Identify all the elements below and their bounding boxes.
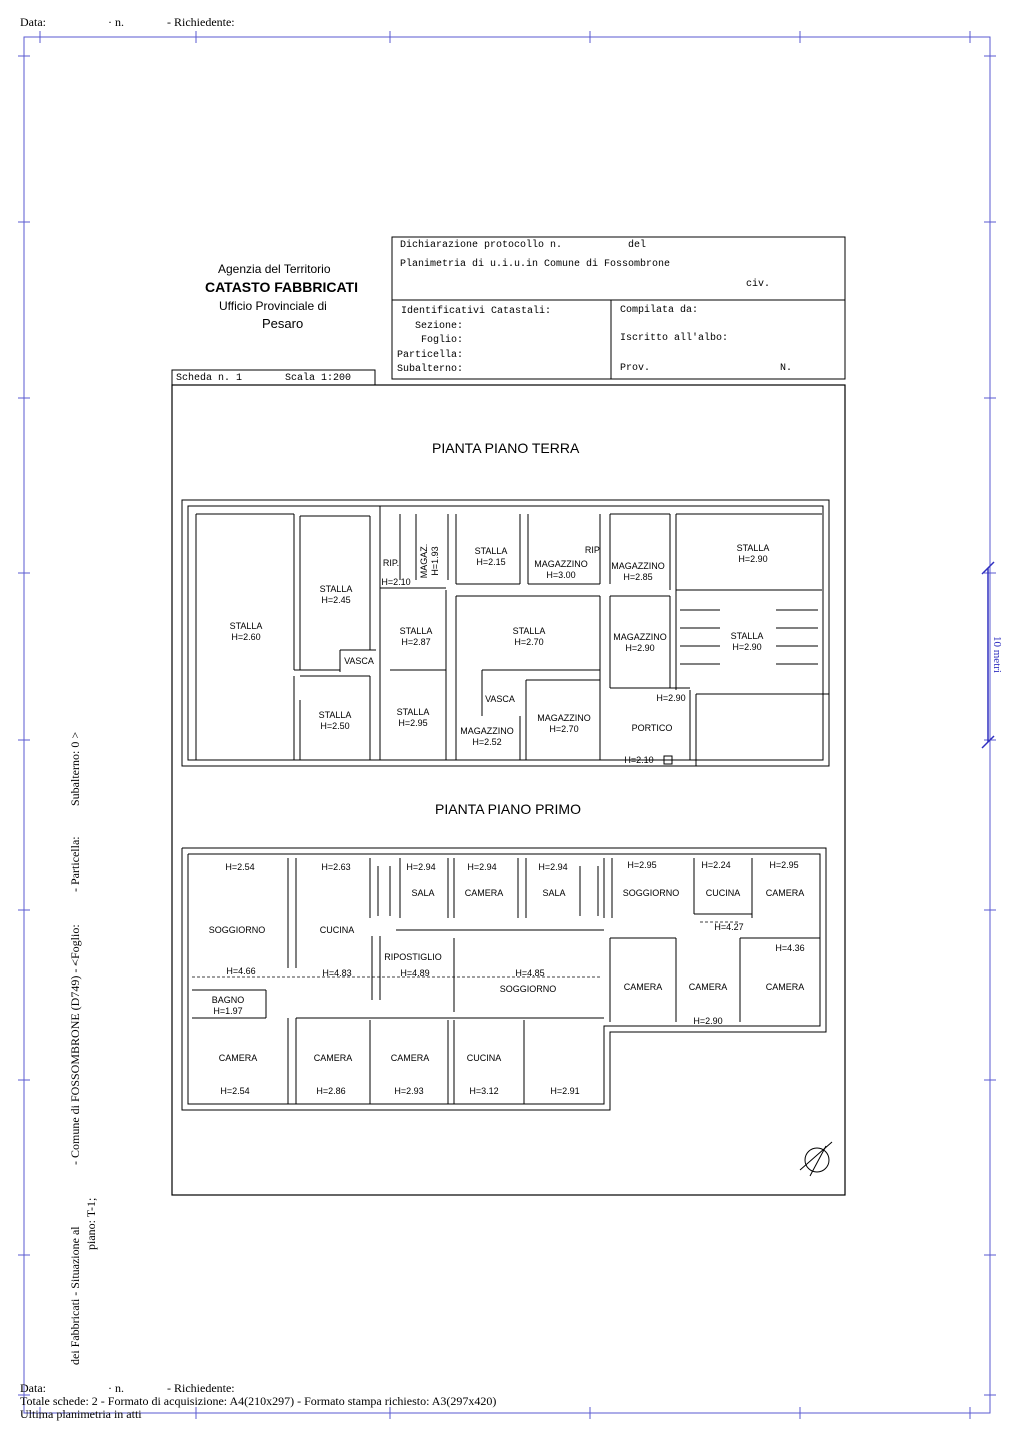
form-identificativi: Identificativi Catastali: [401,306,552,317]
room-primo-32-name: CUCINA [466,1053,502,1063]
form-compilata: Compilata da: [620,305,699,316]
north-arrow-icon [800,1142,832,1176]
room-primo-32-h: H=3.12 [469,1086,499,1096]
agency-line4: Pesaro [262,316,304,331]
plan-terra-title: PIANTA PIANO TERRA [432,440,580,456]
room-primo-10: SALA [542,888,566,898]
room-primo-h22: H=4.85 [515,968,545,978]
form-prov: Prov. [620,363,651,374]
room-terra-16: STALLA H=2.95 [396,707,430,728]
form-sezione: Sezione: [415,321,464,332]
room-terra-10: STALLA H=2.87 [399,626,433,647]
room-primo-h21: H=4.89 [400,968,430,978]
room-terra-13: MAGAZZINO H=2.90 [613,632,667,653]
room-primo-15: CUCINA [319,925,355,935]
header-n-label: · n. [108,15,124,29]
room-primo-h0: H=2.54 [225,862,255,872]
form-del: del [628,240,647,251]
room-terra-18: MAGAZZINO H=2.52 [460,726,514,747]
room-primo-11: SOGGIORNO [622,888,680,898]
agency-line3: Ufficio Provinciale di [219,299,327,313]
scala-label: Scala 1:200 [285,373,352,384]
footer-data-label: Data: [20,1381,46,1395]
side-situazione: dei Fabbricati - Situazione al [68,1226,82,1365]
room-terra-14: STALLA H=2.90 [730,631,764,652]
form-dichiarazione: Dichiarazione protocollo n. [400,240,563,251]
room-primo-14: SOGGIORNO [208,925,266,935]
agency-line2: CATASTO FABBRICATI [205,279,358,295]
room-primo-9: CAMERA [464,888,504,898]
scheda-label: Scheda n. 1 [176,373,243,384]
room-primo-30-name: CAMERA [313,1053,353,1063]
room-primo-13: CAMERA [765,888,805,898]
room-terra-19: MAGAZZINO H=2.70 [537,713,591,734]
room-primo-12: CUCINA [705,888,741,898]
room-primo-25: CAMERA [688,982,728,992]
room-terra-7: RIP. [584,545,602,555]
room-terra-9: STALLA H=2.90 [736,543,770,564]
room-primo-31-name: CAMERA [390,1053,430,1063]
room-primo-h3: H=2.94 [467,862,497,872]
room-terra-15: STALLA H=2.50 [318,710,352,731]
form-iscritto: Iscritto all'albo: [620,333,729,344]
room-terra-11: VASCA [344,656,374,666]
side-subalterno: Subalterno: 0 > [68,731,82,806]
room-primo-8: SALA [411,888,435,898]
footer-richiedente-label: - Richiedente: [167,1381,235,1395]
room-primo-h28: H=2.90 [693,1016,723,1026]
room-primo-29-h: H=2.54 [220,1086,250,1096]
side-foglio: - Foglio: [68,924,82,966]
footer-totale: Totale schede: 2 - Formato di acquisizione: A4(210x297) - Formato stampa richiesto: A3(297x420) [20,1394,497,1408]
room-terra-12: STALLA H=2.70 [512,626,546,647]
header-data-label: Data: [20,15,46,29]
plan-primo-title: PIANTA PIANO PRIMO [435,801,581,817]
room-primo-h5: H=2.95 [627,860,657,870]
room-primo-h6: H=2.24 [701,860,731,870]
room-primo-h19: H=4.66 [226,966,256,976]
room-primo-26: CAMERA [765,982,805,992]
room-terra-20: H=2.90 [656,693,686,703]
room-terra-6: MAGAZZINO H=3.00 [534,559,588,580]
room-primo-23: SOGGIORNO [499,984,557,994]
room-primo-h7: H=2.95 [769,860,799,870]
room-terra-2: RIP. [382,558,400,568]
room-primo-h2: H=2.94 [406,862,436,872]
header-richiedente-label: - Richiedente: [167,15,235,29]
room-terra-1: STALLA H=2.45 [319,584,353,605]
form-subalterno: Subalterno: [397,364,464,375]
room-primo-h20: H=4.83 [322,968,352,978]
room-terra-4: MAGAZ. H=1.93 [419,543,440,579]
room-terra-0: STALLA H=2.60 [229,621,263,642]
room-primo-h1: H=2.63 [321,862,351,872]
room-primo-31-h: H=2.93 [394,1086,424,1096]
room-terra-21: PORTICO [631,723,673,733]
room-terra-8: MAGAZZINO H=2.85 [611,561,665,582]
room-terra-22: H=2.10 [624,755,654,765]
room-terra-5: STALLA H=2.15 [474,546,508,567]
room-primo-18: RIPOSTIGLIO [384,952,442,962]
form-particella: Particella: [397,350,464,361]
room-primo-30-h: H=2.86 [316,1086,346,1096]
room-terra-3: H=2.10 [381,577,411,587]
room-primo-29-name: CAMERA [218,1053,258,1063]
room-primo-27: BAGNO H=1.97 [211,995,245,1016]
scale-bar-label: 10 metri [991,636,1003,673]
room-primo-h33: H=2.91 [550,1086,580,1096]
side-comune: - Comune di FOSSOMBRONE (D749) - < [68,958,82,1165]
room-primo-h4: H=2.94 [538,862,568,872]
agency-line1: Agenzia del Territorio [218,262,331,276]
footer-n-label: · n. [108,1381,124,1395]
form-planimetria: Planimetria di u.i.u.in Comune di Fossombrone [400,259,671,270]
footer-ultima: Ultima planimetria in atti [20,1407,142,1421]
form-foglio: Foglio: [421,335,464,346]
room-primo-h17: H=4.36 [775,943,805,953]
form-civ: civ. [746,279,771,290]
room-primo-h16: H=4.27 [714,922,744,932]
room-primo-24: CAMERA [623,982,663,992]
side-piano: piano: T-1; [84,1197,98,1250]
side-particella: - Particella: [68,836,82,892]
room-terra-17: VASCA [485,694,515,704]
form-n: N. [780,363,793,374]
